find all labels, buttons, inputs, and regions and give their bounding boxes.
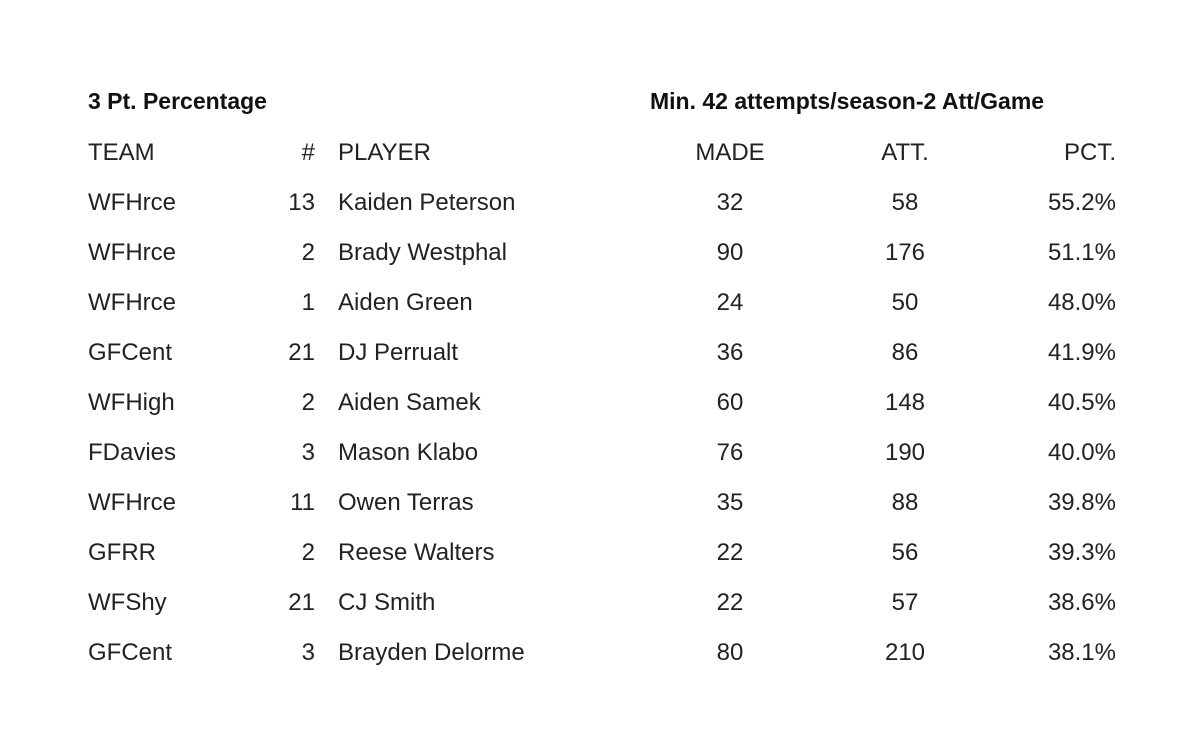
cell-att: 148 [884, 389, 926, 416]
table-row [0, 388, 1200, 438]
cell-player: Kaiden Peterson [338, 189, 516, 216]
cell-pct: 39.8% [1047, 489, 1116, 516]
header-row [0, 138, 1200, 188]
header-player: PLAYER [338, 139, 431, 166]
table-row [0, 438, 1200, 488]
cell-team: GFCent [88, 639, 173, 666]
cell-pct: 40.5% [1047, 389, 1116, 416]
cell-pct: 38.1% [1047, 639, 1116, 666]
cell-number: 21 [288, 339, 315, 366]
cell-player: DJ Perrualt [338, 339, 459, 366]
cell-made: 76 [716, 439, 744, 466]
cell-att: 176 [884, 239, 926, 266]
cell-team: GFCent [88, 339, 173, 366]
cell-number: 1 [301, 289, 315, 316]
cell-att: 190 [884, 439, 926, 466]
cell-att: 57 [891, 589, 919, 616]
cell-made: 22 [716, 589, 744, 616]
cell-player: Brayden Delorme [338, 639, 525, 666]
cell-made: 90 [716, 239, 744, 266]
cell-number: 3 [301, 639, 315, 666]
table-title: 3 Pt. Percentage [88, 88, 267, 114]
cell-att: 58 [891, 189, 919, 216]
cell-player: Aiden Samek [338, 389, 481, 416]
cell-made: 60 [716, 389, 744, 416]
table-row [0, 288, 1200, 338]
cell-pct: 55.2% [1047, 189, 1116, 216]
cell-number: 2 [301, 539, 315, 566]
cell-att: 86 [891, 339, 919, 366]
cell-team: WFHrce [88, 489, 176, 516]
cell-number: 13 [288, 189, 315, 216]
cell-made: 22 [716, 539, 744, 566]
cell-att: 56 [891, 539, 919, 566]
cell-made: 36 [716, 339, 744, 366]
cell-player: Owen Terras [338, 489, 474, 516]
header-team: TEAM [88, 139, 155, 166]
header-pct: PCT. [1063, 139, 1116, 166]
table-row [0, 188, 1200, 238]
cell-team: WFHrce [88, 289, 176, 316]
cell-number: 3 [301, 439, 315, 466]
table-row [0, 238, 1200, 288]
cell-team: WFHrce [88, 189, 176, 216]
cell-pct: 38.6% [1047, 589, 1116, 616]
cell-number: 21 [288, 589, 315, 616]
table-row [0, 488, 1200, 538]
cell-team: WFHrce [88, 239, 176, 266]
cell-made: 80 [716, 639, 744, 666]
header-made: MADE [695, 139, 765, 166]
table-row [0, 338, 1200, 388]
table-row [0, 638, 1200, 688]
cell-player: Reese Walters [338, 539, 495, 566]
cell-made: 32 [716, 189, 744, 216]
cell-pct: 39.3% [1047, 539, 1116, 566]
cell-att: 210 [884, 639, 926, 666]
cell-made: 35 [716, 489, 744, 516]
cell-team: FDavies [88, 439, 177, 466]
cell-team: WFHigh [88, 389, 175, 416]
table-row [0, 588, 1200, 638]
table-row [0, 538, 1200, 588]
cell-team: GFRR [88, 539, 156, 566]
cell-pct: 51.1% [1047, 239, 1116, 266]
header-number: # [301, 139, 315, 166]
cell-number: 11 [290, 489, 315, 516]
cell-pct: 48.0% [1047, 289, 1116, 316]
cell-att: 50 [891, 289, 919, 316]
cell-player: Mason Klabo [338, 439, 479, 466]
cell-number: 2 [301, 239, 315, 266]
cell-pct: 41.9% [1047, 339, 1116, 366]
cell-player: Brady Westphal [338, 239, 507, 266]
cell-team: WFShy [88, 589, 167, 616]
cell-number: 2 [301, 389, 315, 416]
header-att: ATT. [881, 139, 929, 166]
cell-att: 88 [891, 489, 919, 516]
cell-player: CJ Smith [338, 589, 436, 616]
cell-pct: 40.0% [1047, 439, 1116, 466]
cell-made: 24 [716, 289, 744, 316]
table-subtitle: Min. 42 attempts/season-2 Att/Game [650, 88, 1045, 114]
cell-player: Aiden Green [338, 289, 473, 316]
